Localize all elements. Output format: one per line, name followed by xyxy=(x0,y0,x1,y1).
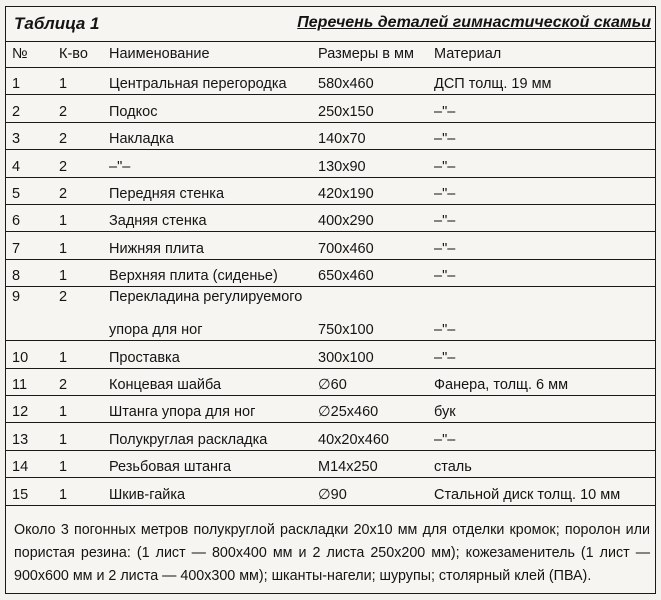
row-num: 6 xyxy=(12,213,21,230)
row-name: Центральная перегородка xyxy=(109,76,287,93)
row-material: Фанера, толщ. 6 мм xyxy=(434,376,569,393)
row-name: Концевая шайба xyxy=(109,376,222,393)
header-num: № xyxy=(12,46,28,62)
row-size: 130x90 xyxy=(318,158,366,175)
table-row xyxy=(6,422,655,450)
row-size: M14x250 xyxy=(318,459,378,476)
row-size: 40x20x460 xyxy=(318,431,389,448)
row-material: –"– xyxy=(434,103,456,120)
row-size: 400x290 xyxy=(318,213,374,230)
row-num: 8 xyxy=(12,268,21,285)
header-size: Размеры в мм xyxy=(318,46,414,62)
row-name: Верхняя плита (сиденье) xyxy=(109,268,278,285)
row-size: 580x460 xyxy=(318,76,374,93)
row-name: Штанга упора для ног xyxy=(109,404,256,421)
row-material: –"– xyxy=(434,213,456,230)
row-qty: 1 xyxy=(59,431,68,448)
row-qty: 2 xyxy=(59,158,68,175)
header-material: Материал xyxy=(434,46,502,62)
row-qty: 1 xyxy=(59,240,68,257)
header-name: Наименование xyxy=(109,46,210,62)
row-qty: 1 xyxy=(59,76,68,93)
row-size: ∅90 xyxy=(318,486,347,503)
row-qty: 2 xyxy=(59,376,68,393)
row-num: 5 xyxy=(12,185,21,202)
row-num: 10 xyxy=(12,349,29,366)
row-qty: 2 xyxy=(59,185,68,202)
row-size: 650x460 xyxy=(318,268,374,285)
row-material: Стальной диск толщ. 10 мм xyxy=(434,486,621,503)
row-qty: 2 xyxy=(59,103,68,120)
row-qty: 1 xyxy=(59,486,68,503)
row-qty: 1 xyxy=(59,459,68,476)
row-size: 420x190 xyxy=(318,185,374,202)
row-num: 4 xyxy=(12,158,21,175)
row-material: –"– xyxy=(434,240,456,257)
row-material: –"– xyxy=(434,322,456,339)
row-material: бук xyxy=(434,404,456,421)
table-row xyxy=(6,204,655,232)
row-num: 2 xyxy=(12,103,21,120)
row-material: –"– xyxy=(434,349,456,366)
row-num: 9 xyxy=(12,289,21,306)
row-size: 250x150 xyxy=(318,103,374,120)
row-num: 7 xyxy=(12,240,21,257)
table-row xyxy=(6,395,655,423)
row-name: упора для ног xyxy=(109,322,203,339)
table-title: Перечень деталей гимнастической скамьи xyxy=(297,14,651,31)
row-name: Задняя стенка xyxy=(109,213,207,230)
table-row xyxy=(6,340,655,368)
row-name: Нижняя плита xyxy=(109,240,204,257)
table-header-row xyxy=(6,41,655,68)
table-row xyxy=(6,67,655,95)
table-row xyxy=(6,368,655,396)
row-name: –"– xyxy=(109,158,131,175)
row-qty: 1 xyxy=(59,404,68,421)
row-num: 15 xyxy=(12,486,29,503)
row-size: 750x100 xyxy=(318,322,374,339)
row-num: 14 xyxy=(12,459,29,476)
row-qty: 1 xyxy=(59,213,68,230)
row-material: –"– xyxy=(434,185,456,202)
row-material: –"– xyxy=(434,268,456,285)
row-size: 300x100 xyxy=(318,349,374,366)
row-num: 13 xyxy=(12,431,29,448)
row-num: 12 xyxy=(12,404,29,421)
row-num: 1 xyxy=(12,76,21,93)
row-name: Шкив-гайка xyxy=(109,486,186,503)
table-note: Около 3 погонных метров полукруглой раскладки 20x10 мм для отделки кромок; поролон или пористая резина: (1 лист — 800x400 мм и 2 листа 250x200 мм); кожезаменитель (1 лист — 900x600 мм и 2 листа — 400x300 мм); шканты-нагели; шурупы; столярный клей (ПВА). xyxy=(14,522,650,584)
row-size: 140x70 xyxy=(318,131,366,148)
row-qty: 2 xyxy=(59,131,68,148)
table-title-row xyxy=(6,7,655,42)
row-qty: 2 xyxy=(59,289,68,306)
row-num: 3 xyxy=(12,131,21,148)
row-name: Проставка xyxy=(109,349,180,366)
table-row xyxy=(6,149,655,177)
row-num: 11 xyxy=(12,376,28,393)
row-name: Подкос xyxy=(109,103,158,120)
row-material: –"– xyxy=(434,431,456,448)
parts-table xyxy=(5,6,656,594)
row-size: 700x460 xyxy=(318,240,374,257)
table-row xyxy=(6,122,655,150)
row-material: сталь xyxy=(434,459,472,476)
row-name-line1: Перекладина регулируемого xyxy=(109,289,303,306)
row-qty: 1 xyxy=(59,349,68,366)
table-row xyxy=(6,450,655,478)
table-row xyxy=(6,477,655,505)
table-label: Таблица 1 xyxy=(14,14,100,33)
row-size: ∅25x460 xyxy=(318,404,379,421)
row-material: –"– xyxy=(434,131,456,148)
table-row xyxy=(6,259,655,287)
table-row xyxy=(6,231,655,259)
table-row xyxy=(6,286,655,341)
row-qty: 1 xyxy=(59,268,68,285)
row-size: ∅60 xyxy=(318,376,347,393)
table-row xyxy=(6,94,655,122)
header-qty: К-во xyxy=(59,46,88,62)
row-name: Накладка xyxy=(109,131,174,148)
row-material: –"– xyxy=(434,158,456,175)
row-name: Передняя стенка xyxy=(109,185,225,202)
row-name: Резьбовая штанга xyxy=(109,459,232,476)
row-material: ДСП толщ. 19 мм xyxy=(434,76,552,93)
table-row xyxy=(6,177,655,205)
row-name: Полукруглая раскладка xyxy=(109,431,268,448)
